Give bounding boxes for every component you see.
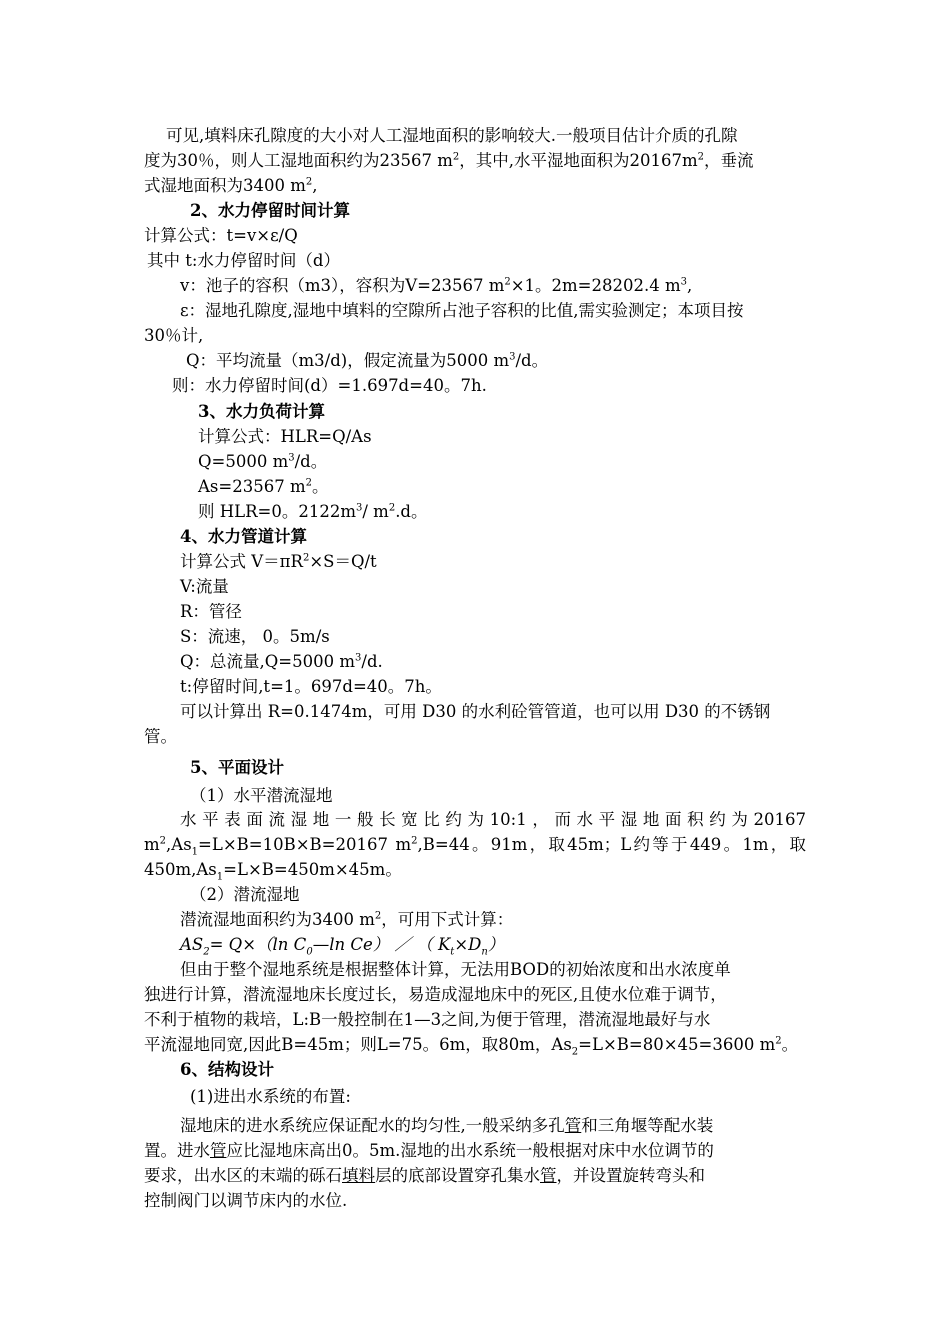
paragraph-line: t:停留时间,t=1。697d=40。7h。 xyxy=(180,677,442,696)
paragraph-line: R：管径 xyxy=(180,602,242,621)
paragraph-line: 可以计算出 R=0.1474m，可用 D30 的水利砼管管道，也可以用 D30 的不锈钢 xyxy=(180,702,771,721)
paragraph-line: As=23567 $m^2$。 xyxy=(198,477,329,496)
paragraph-line: 潜流湿地面积约为3400 $m^2$，可用下式计算： xyxy=(180,910,514,929)
paragraph-line: 平流湿地同宽,因此B=45m；则L=75。6m，取80m，$As_2=L\times B=80\times 45=3600$ $m^2$。 xyxy=(144,1035,799,1058)
section-heading: 4、水力管道计算 xyxy=(180,527,307,546)
formula-line: $AS_2= Q\times(\ln$ $C_0—\ln$ Ce） ／ （ $K_t\times D_n$） xyxy=(180,935,505,958)
paragraph-line: 计算公式：t=v×ε/Q xyxy=(144,226,298,245)
paragraph-line: $m^2,As_1=L\times B=10B\times B=20167$ $m^2,B=44$。91m，取45m；L约等于449。1m，取 xyxy=(144,835,806,858)
paragraph-line: 控制阀门以调节床内的水位. xyxy=(144,1191,348,1210)
paragraph-line: Q：总流量,Q=5000 $m^3/d$. xyxy=(180,652,383,671)
paragraph-line: 水平表面流湿地一般长宽比约为10:1，而水平湿地面积约为20167 xyxy=(180,810,806,829)
paragraph-line: S：流速， 0。5m/s xyxy=(180,627,330,646)
paragraph-line: （2）潜流湿地 xyxy=(190,885,300,904)
paragraph-line: $450m,As_1=L\times B=450m\times 45m$。 xyxy=(144,860,402,883)
paragraph-line: 则：水力停留时间(d）=1.697d=40。7h. xyxy=(172,376,487,395)
paragraph-line: (1)进出水系统的布置: xyxy=(190,1087,351,1106)
paragraph-line: Q=5000 $m^3/d$。 xyxy=(198,452,328,471)
paragraph-line: v：池子的容积（m3），容积为V=23567 $m^2\times 1$。2m=28202.4 $m^3$, xyxy=(180,276,693,295)
paragraph-line: 要求，出水区的末端的砾石填料层的底部设置穿孔集水管，并设置旋转弯头和 xyxy=(144,1166,705,1185)
paragraph-line: 则 HLR=0。$2122m^3/$ $m^2.d$。 xyxy=(198,502,428,521)
section-heading: 6、结构设计 xyxy=(180,1060,274,1079)
paragraph-line: （1）水平潜流湿地 xyxy=(190,786,333,805)
paragraph-line: 可见,填料床孔隙度的大小对人工湿地面积的影响较大.一般项目估计介质的孔隙 xyxy=(166,126,738,145)
paragraph-line: Q：平均流量（m3/d)，假定流量为5000 $m^3/d$。 xyxy=(186,351,549,370)
paragraph-line: 置。进水管应比湿地床高出0。5m.湿地的出水系统一般根据对床中水位调节的 xyxy=(144,1141,714,1160)
section-heading: 3、水力负荷计算 xyxy=(198,402,325,421)
paragraph-line: 管。 xyxy=(144,727,177,746)
paragraph-line: 式湿地面积为3400 $m^2$, xyxy=(144,176,318,195)
paragraph-line: 度为30％，则人工湿地面积约为23567 $m^2$，其中,水平湿地面积为$20167m^2$，垂流 xyxy=(144,151,754,170)
paragraph-line: 但由于整个湿地系统是根据整体计算，无法用BOD的初始浓度和出水浓度单 xyxy=(180,960,731,979)
paragraph-line: V:流量 xyxy=(180,577,229,596)
paragraph-line: 30％计, xyxy=(144,326,204,345)
paragraph-line: 其中 t:水力停留时间（d） xyxy=(147,251,340,270)
section-heading: 5、平面设计 xyxy=(190,758,284,777)
paragraph-line: 湿地床的进水系统应保证配水的均匀性,一般采纳多孔管和三角堰等配水装 xyxy=(180,1116,714,1135)
section-heading: 2、水力停留时间计算 xyxy=(190,201,350,220)
paragraph-line: 独进行计算，潜流湿地床长度过长，易造成湿地床中的死区,且使水位难于调节， xyxy=(144,985,727,1004)
paragraph-line: ε：湿地孔隙度,湿地中填料的空隙所占池子容积的比值,需实验测定；本项目按 xyxy=(180,301,744,320)
paragraph-line: 计算公式：HLR=Q/As xyxy=(198,427,372,446)
paragraph-line: 不利于植物的栽培，L:B一般控制在1—3之间,为便于管理，潜流湿地最好与水 xyxy=(144,1010,711,1029)
paragraph-line: 计算公式 $V=\pi R^2\times S=Q/t$ xyxy=(180,552,377,571)
